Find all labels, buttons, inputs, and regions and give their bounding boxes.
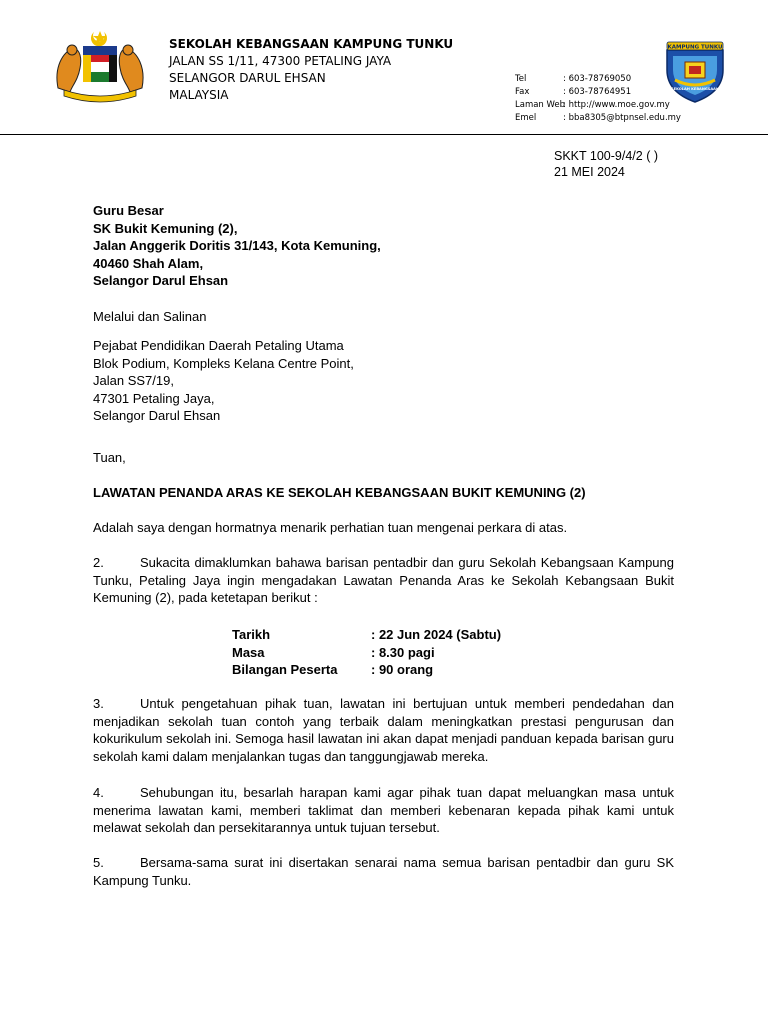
school-address-line: SELANGOR DARUL EHSAN bbox=[169, 71, 326, 85]
school-logo-bottom-text: SEKOLAH KEBANGSAAN bbox=[671, 87, 719, 91]
school-logo-top-text: KAMPUNG TUNKU bbox=[667, 44, 723, 51]
paragraph-3 bbox=[93, 695, 674, 765]
salutation: Tuan, bbox=[93, 450, 126, 465]
school-name: SEKOLAH KEBANGSAAN KAMPUNG TUNKU bbox=[169, 37, 454, 51]
paragraph-5 bbox=[93, 854, 674, 889]
recipient-address: Guru Besar SK Bukit Kemuning (2), Jalan Anggerik Doritis 31/143, Kota Kemuning, 40460 Shah Alam, Selangor Darul Ehsan bbox=[93, 203, 381, 288]
paragraph-2 bbox=[93, 554, 674, 607]
reference-number: SKKT 100-9/4/2 ( ) bbox=[554, 149, 658, 163]
school-address-line: MALAYSIA bbox=[169, 88, 229, 102]
paragraph-number: 5. bbox=[93, 855, 104, 870]
paragraph-number: 2. bbox=[93, 555, 104, 570]
coat-of-arms-logo bbox=[50, 28, 150, 104]
paragraph-text: Bersama-sama surat ini disertakan senarai nama semua barisan pentadbir dan guru SK Kampung Tunku. bbox=[93, 855, 674, 888]
school-logo bbox=[663, 40, 727, 104]
detail-row-time: Masa : 8.30 pagi bbox=[232, 644, 435, 660]
detail-row-participants: Bilangan Peserta : 90 orang bbox=[232, 662, 434, 677]
school-header bbox=[169, 36, 453, 104]
letter-date: 21 MEI 2024 bbox=[554, 165, 625, 179]
via-label: Melalui dan Salinan bbox=[93, 309, 207, 324]
contact-row-tel: Tel : 603-78769050 bbox=[515, 74, 632, 84]
via-address: Pejabat Pendidikan Daerah Petaling Utama Blok Podium, Kompleks Kelana Centre Point, Jalan SS7/19, 47301 Petaling Jaya, Selangor Darul Ehsan bbox=[93, 338, 354, 423]
reference-block bbox=[554, 148, 658, 180]
contact-row-web: Laman Web : http://www.moe.gov.my bbox=[515, 100, 670, 110]
paragraph-text: Sehubungan itu, besarlah harapan kami agar pihak tuan dapat meluangkan masa untuk menerima lawatan kami, memberi taklimat dan memberi kebenaran kepada pihak kami untuk melawat sekolah dan persekitarannya untuk tujuan tersebut. bbox=[93, 785, 674, 835]
paragraph-number: 4. bbox=[93, 785, 104, 800]
paragraph-1: Adalah saya dengan hormatnya menarik perhatian tuan mengenai perkara di atas. bbox=[93, 520, 568, 535]
header-divider bbox=[0, 134, 768, 135]
contact-row-email: Emel : bba8305@btpnsel.edu.my bbox=[515, 113, 681, 123]
paragraph-4 bbox=[93, 784, 674, 837]
contact-row-fax: Fax : 603-78764951 bbox=[515, 87, 632, 97]
paragraph-text: Sukacita dimaklumkan bahawa barisan pentadbir dan guru Sekolah Kebangsaan Kampung Tunku, Petaling Jaya ingin mengadakan Lawatan Penanda Aras ke Sekolah Kebangsaan Bukit Kemuning (2), pada ketetapan berikut : bbox=[93, 555, 674, 605]
paragraph-text: Untuk pengetahuan pihak tuan, lawatan ini bertujuan untuk memberi pendedahan dan menjadikan sekolah tuan contoh yang terbaik dalam meningkatkan prestasi pengurusan dan kokurikulum sekolah ini. Semoga hasil lawatan ini akan dapat menjadi panduan kepada barisan guru sekolah kami dalam menjalankan tugas dan tanggungjawab mereka. bbox=[93, 696, 674, 764]
letter-subject: LAWATAN PENANDA ARAS KE SEKOLAH KEBANGSAAN BUKIT KEMUNING (2) bbox=[93, 485, 586, 500]
visit-details bbox=[232, 626, 501, 679]
contact-block bbox=[515, 73, 681, 125]
school-address-line: JALAN SS 1/11, 47300 PETALING JAYA bbox=[169, 54, 392, 68]
paragraph-number: 3. bbox=[93, 696, 104, 711]
detail-row-date: Tarikh : 22 Jun 2024 (Sabtu) bbox=[232, 627, 502, 642]
